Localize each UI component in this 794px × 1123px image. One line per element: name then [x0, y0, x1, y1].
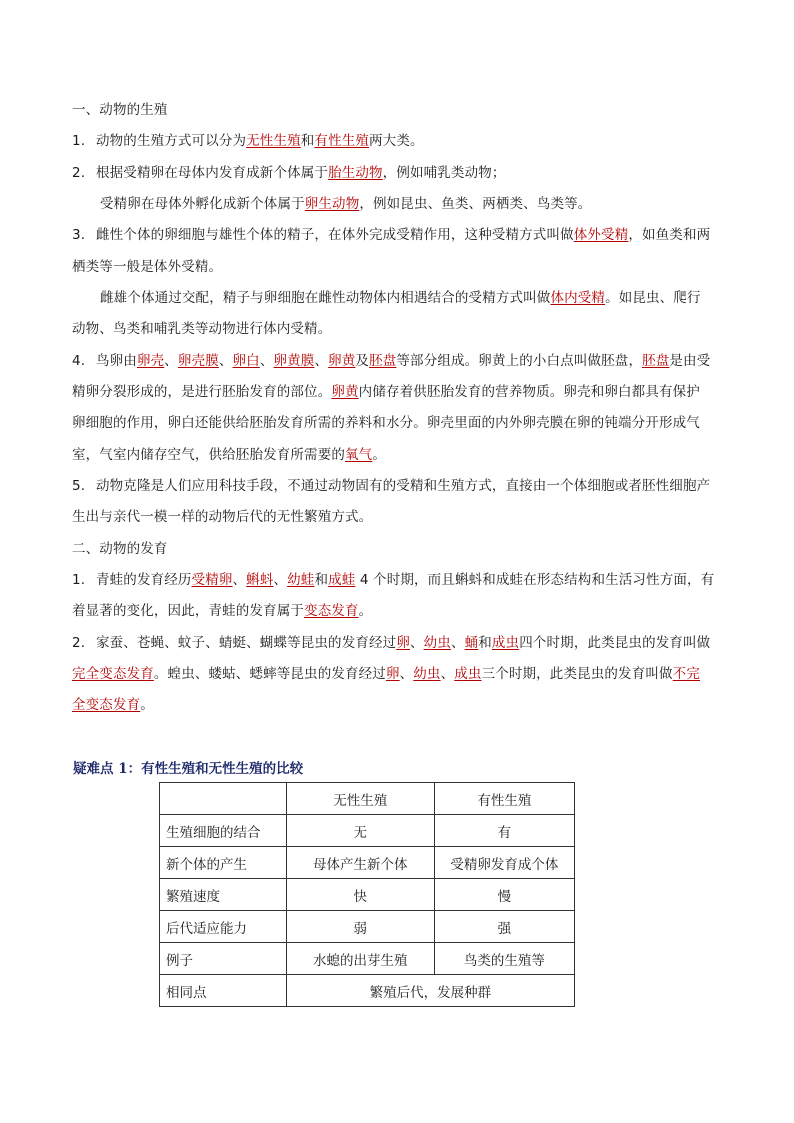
text: 、 [232, 572, 247, 588]
text: 青蛙的发育经历 [96, 572, 192, 588]
table-cell: 鸟类的生殖等 [434, 943, 574, 975]
paragraph-line [72, 446, 722, 464]
item-number: 2. [72, 165, 86, 181]
text: 精卵分裂形成的，是进行胚胎发育的部位。 [72, 384, 332, 400]
text: 动物的生殖方式可以分为 [96, 133, 247, 149]
paragraph-line [72, 571, 722, 589]
text: 内储存着供胚胎发育的营养物质。卵壳和卵白都具有保护 [358, 384, 700, 400]
answer-term: 卵壳膜 [177, 353, 219, 369]
text: 、 [314, 353, 329, 369]
text: ，如鱼类和两 [628, 227, 711, 243]
item-number: 2. [72, 635, 86, 651]
table-header-row [160, 783, 575, 815]
paragraph-line [72, 414, 722, 432]
text: 着显著的变化，因此，青蛙的发育属于 [72, 603, 305, 619]
answer-term: 幼虫 [413, 666, 441, 682]
text: 和 [314, 572, 329, 588]
table-cell: 相同点 [160, 975, 287, 1007]
text: 、 [440, 666, 455, 682]
table-cell: 繁殖速度 [160, 879, 287, 911]
text: 雌雄个体通过交配，精子与卵细胞在雌性动物体内相遇结合的受精方式叫做 [100, 290, 551, 306]
text: 。 [372, 447, 386, 463]
text: 动物、鸟类和哺乳类等动物进行体内受精。 [72, 321, 332, 337]
text: 雌性个体的卵细胞与雄性个体的精子，在体外完成受精作用，这种受精方式叫做 [96, 227, 574, 243]
text: 等部分组成。卵黄上的小白点叫做胚盘， [396, 353, 643, 369]
paragraph-line [72, 696, 722, 714]
text: 。如昆虫、爬行 [605, 290, 701, 306]
table-cell: 弱 [286, 911, 434, 943]
answer-term: 卵黄膜 [273, 353, 315, 369]
paragraph-line [72, 602, 722, 620]
table-cell: 快 [286, 879, 434, 911]
comparison-table [159, 782, 575, 1007]
table-cell: 水螅的出芽生殖 [286, 943, 434, 975]
text: 、 [399, 666, 414, 682]
table-cell: 例子 [160, 943, 287, 975]
answer-term: 幼蛙 [287, 572, 315, 588]
paragraph-line [72, 320, 722, 338]
paragraph-line [72, 226, 722, 244]
paragraph-line [72, 634, 722, 652]
text: 卵细胞的作用，卵白还能供给胚胎发育所需的养料和水分。卵壳里面的内外卵壳膜在卵的钝端分开形成气 [72, 415, 700, 431]
item-number: 5. [72, 478, 86, 494]
answer-term: 卵黄 [328, 353, 356, 369]
answer-term: 卵黄 [331, 384, 359, 400]
answer-term: 蝌蚪 [246, 572, 274, 588]
text: ，例如哺乳类动物； [382, 165, 506, 181]
item-number: 4. [72, 353, 86, 369]
table-cell: 母体产生新个体 [286, 847, 434, 879]
answer-term: 成虫 [454, 666, 482, 682]
table-header-cell: 无性生殖 [286, 783, 434, 815]
table-header-cell: 有性生殖 [434, 783, 574, 815]
answer-term: 无性生殖 [246, 133, 301, 149]
text: 。蝗虫、蝼蛄、蟋蟀等昆虫的发育经过 [153, 666, 386, 682]
paragraph-line [72, 383, 722, 401]
text: 、 [164, 353, 178, 369]
table-cell: 后代适应能力 [160, 911, 287, 943]
item-number: 1. [72, 133, 86, 149]
text: 4 个时期，而且蝌蚪和成蛙在形态结构和生活习性方面，有 [355, 572, 715, 588]
table-cell: 繁殖后代，发展种群 [286, 975, 574, 1007]
paragraph-line [72, 508, 722, 526]
answer-term: 受精卵 [191, 572, 233, 588]
answer-term: 不完 [672, 666, 700, 682]
text: 家蚕、苍蝇、蚊子、蜻蜓、蝴蝶等昆虫的发育经过 [96, 635, 397, 651]
table-row [160, 911, 575, 943]
paragraph-line [100, 289, 750, 307]
text: 室，气室内储存空气，供给胚胎发育所需要的 [72, 447, 345, 463]
answer-term: 成蛙 [328, 572, 356, 588]
table-cell: 有 [434, 815, 574, 847]
paragraph-line [72, 164, 722, 182]
difficulty-heading: 疑难点 1：有性生殖和无性生殖的比较 [73, 761, 304, 777]
text: 、 [218, 353, 233, 369]
text: 、 [450, 635, 465, 651]
answer-term: 胚盘 [642, 353, 670, 369]
item-number: 3. [72, 227, 86, 243]
text: 及 [355, 353, 370, 369]
answer-term: 卵 [385, 666, 400, 682]
text: 、 [273, 572, 288, 588]
text: 动物克隆是人们应用科技手段，不通过动物固有的受精和生殖方式，直接由一个体细胞或者胚性细胞产 [96, 478, 711, 494]
answer-term: 胎生动物 [328, 165, 383, 181]
answer-term: 胚盘 [369, 353, 397, 369]
answer-term: 全变态发育 [72, 697, 141, 713]
table-row [160, 815, 575, 847]
answer-term: 变态发育 [304, 603, 359, 619]
paragraph-line [72, 665, 722, 683]
text: 根据受精卵在母体内发育成新个体属于 [96, 165, 329, 181]
table-header-cell [160, 783, 287, 815]
table-cell: 无 [286, 815, 434, 847]
paragraph-line [72, 477, 722, 495]
table-row [160, 943, 575, 975]
answer-term: 蛹 [464, 635, 479, 651]
answer-term: 幼虫 [423, 635, 451, 651]
answer-term: 卵壳 [136, 353, 165, 369]
table-cell: 生殖细胞的结合 [160, 815, 287, 847]
answer-term: 成虫 [491, 635, 520, 651]
text: 受精卵在母体外孵化成新个体属于 [100, 196, 305, 212]
text: 生出与亲代一模一样的动物后代的无性繁殖方式。 [72, 509, 373, 525]
text: ，例如昆虫、鱼类、两栖类、鸟类等。 [359, 196, 592, 212]
answer-term: 有性生殖 [314, 133, 370, 149]
paragraph-line [72, 258, 722, 276]
text: 、 [259, 353, 274, 369]
answer-term: 体外受精 [573, 227, 629, 243]
answer-term: 体内受精 [550, 290, 606, 306]
answer-term: 卵生动物 [304, 196, 360, 212]
text: 四个时期，此类昆虫的发育叫做 [519, 635, 711, 651]
table-row [160, 879, 575, 911]
item-number: 1. [72, 572, 86, 588]
section-title: 二、动物的发育 [72, 541, 168, 557]
text: 、 [409, 635, 424, 651]
table-cell: 受精卵发育成个体 [434, 847, 574, 879]
section-title: 一、动物的生殖 [72, 102, 168, 118]
paragraph-line [72, 132, 722, 150]
table-row [160, 847, 575, 879]
text: 栖类等一般是体外受精。 [72, 259, 223, 275]
text: 是由受 [669, 353, 711, 369]
table-cell: 慢 [434, 879, 574, 911]
paragraph-line [100, 195, 750, 213]
text: 。 [140, 697, 154, 713]
text: 两大类。 [369, 133, 424, 149]
answer-term: 卵白 [232, 353, 260, 369]
answer-term: 完全变态发育 [72, 666, 154, 682]
table-cell: 新个体的产生 [160, 847, 287, 879]
answer-term: 氧气 [345, 447, 373, 463]
text: 。 [358, 603, 373, 619]
text: 三个时期，此类昆虫的发育叫做 [481, 666, 673, 682]
text: 和 [478, 635, 492, 651]
paragraph-line [72, 352, 722, 370]
table-row [160, 975, 575, 1007]
text: 鸟卵由 [96, 353, 137, 369]
answer-term: 卵 [396, 635, 410, 651]
text: 和 [300, 133, 315, 149]
table-cell: 强 [434, 911, 574, 943]
